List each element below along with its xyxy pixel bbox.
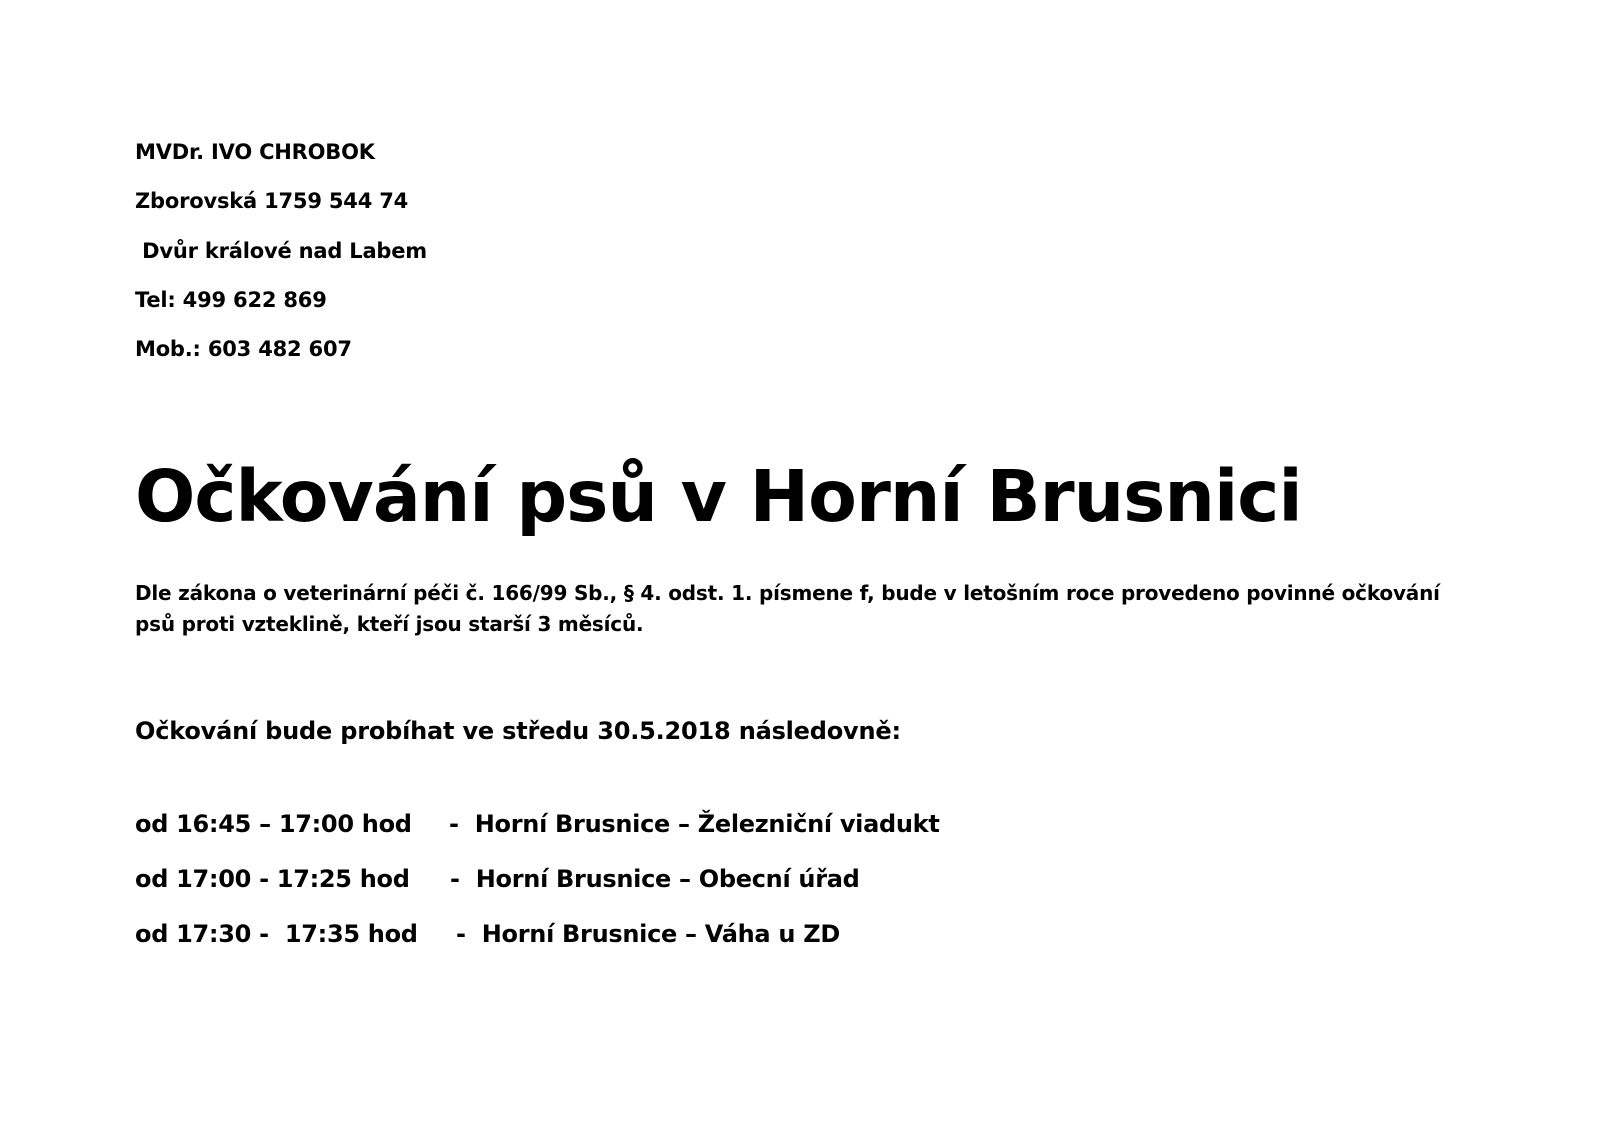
vet-mobile: Mob.: 603 482 607 [135, 337, 352, 361]
schedule-time: od 17:30 - 17:35 hod [135, 920, 418, 948]
vet-telephone: Tel: 499 622 869 [135, 288, 327, 312]
vet-street-address: Zborovská 1759 544 74 [135, 189, 409, 213]
page-title: Očkování psů v Horní Brusnici [135, 455, 1302, 538]
legal-notice-paragraph: Dle zákona o veterinární péči č. 166/99 Sb., § 4. odst. 1. písmene f, bude v letošním roce provedeno povinné očkování psů proti vzteklině, kteří jsou starší 3 měsíců. [135, 581, 1440, 636]
vet-city: Dvůr králové nad Labem [135, 239, 427, 263]
schedule-time: od 17:00 - 17:25 hod [135, 865, 410, 893]
schedule-heading: Očkování bude probíhat ve středu 30.5.2018 následovně: [135, 717, 901, 745]
schedule-place: - Horní Brusnice – Železniční viadukt [449, 810, 940, 838]
schedule-row [135, 919, 840, 1039]
vet-name: MVDr. IVO CHROBOK [135, 140, 375, 164]
schedule-time: od 16:45 – 17:00 hod [135, 810, 412, 838]
schedule-place: - Horní Brusnice – Obecní úřad [450, 865, 860, 893]
schedule-place: - Horní Brusnice – Váha u ZD [456, 920, 840, 948]
